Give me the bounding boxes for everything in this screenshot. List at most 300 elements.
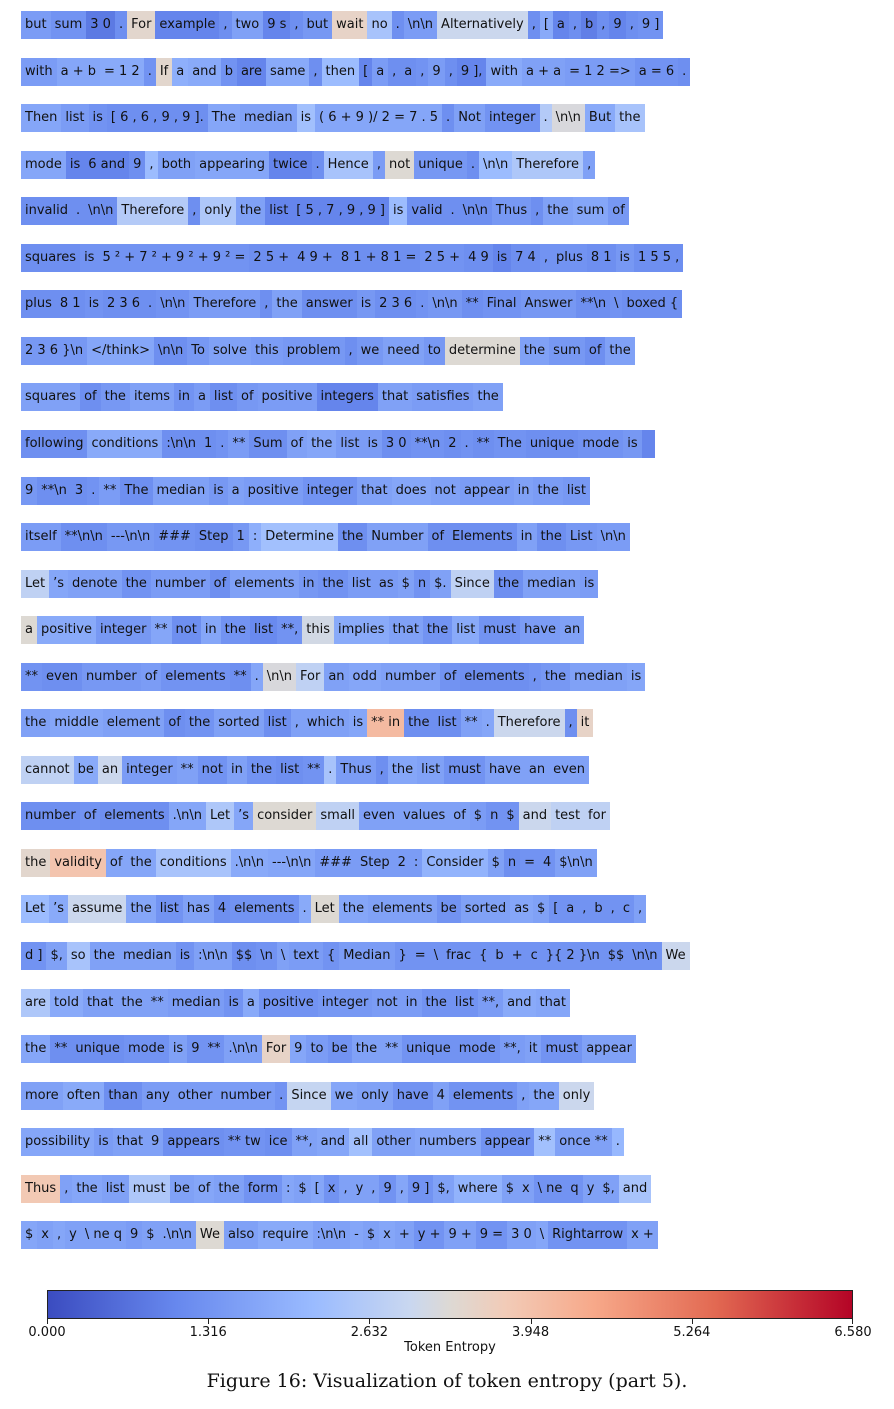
- token-cell: 9: [129, 151, 145, 179]
- token-cell: values: [399, 802, 449, 830]
- token-cell: appear: [481, 1128, 535, 1156]
- token-cell: the: [272, 290, 301, 318]
- token-cell: problem: [283, 337, 345, 365]
- token-cell: is: [176, 942, 194, 970]
- token-cell: **,: [500, 1035, 525, 1063]
- token-cell: not: [372, 989, 401, 1017]
- token-cell: for: [584, 802, 610, 830]
- token-cell: List: [566, 523, 597, 551]
- token-cell: two: [232, 11, 264, 39]
- token-cell: **,: [292, 1128, 317, 1156]
- token-cell: list: [265, 197, 292, 225]
- token-row: [21, 709, 593, 737]
- token-cell: **\n: [411, 430, 445, 458]
- token-row: [21, 989, 570, 1017]
- token-cell: 4: [539, 849, 555, 877]
- token-cell: The: [494, 430, 526, 458]
- token-cell: \n: [256, 942, 277, 970]
- token-cell: 2: [444, 430, 460, 458]
- token-cell: .: [447, 197, 459, 225]
- token-cell: is: [89, 104, 107, 132]
- token-cell: that: [389, 616, 423, 644]
- token-cell: the: [615, 104, 644, 132]
- token-cell: ,: [309, 58, 321, 86]
- token-cell: 9 ]: [408, 1175, 433, 1203]
- token-cell: .\n\n: [159, 1221, 196, 1249]
- token-cell: We: [662, 942, 690, 970]
- token-cell: ,: [290, 11, 302, 39]
- token-cell: in: [402, 989, 422, 1017]
- token-cell: unique: [414, 151, 467, 179]
- token-cell: $: [21, 1221, 37, 1249]
- token-cell: x: [37, 1221, 53, 1249]
- token-cell: a: [372, 58, 388, 86]
- token-cell: ,: [626, 11, 638, 39]
- token-cell: 5 ² + 7 ² + 9 ² + 9 ² =: [98, 244, 249, 272]
- token-cell: ,: [583, 151, 595, 179]
- token-cell: is: [389, 197, 407, 225]
- token-cell: no: [367, 11, 391, 39]
- token-cell: $.: [430, 570, 450, 598]
- token-cell: mode: [455, 1035, 500, 1063]
- token-cell: The: [208, 104, 240, 132]
- token-cell: has: [183, 895, 214, 923]
- token-cell: must: [479, 616, 520, 644]
- token-cell: positive: [37, 616, 96, 644]
- token-cell: .\n\n: [231, 849, 268, 877]
- token-cell: which: [303, 709, 349, 737]
- colorbar-tick-label: 5.264: [673, 1325, 711, 1340]
- token-cell: ,: [145, 151, 157, 179]
- token-cell: **: [21, 663, 42, 691]
- token-cell: .: [216, 430, 228, 458]
- token-cell: $: [502, 1175, 518, 1203]
- token-cell: Therefore: [512, 151, 583, 179]
- token-cell: Step: [356, 849, 394, 877]
- token-cell: the: [422, 989, 451, 1017]
- token-cell: itself: [21, 523, 61, 551]
- token-cell: For: [262, 1035, 290, 1063]
- token-cell: mode: [124, 1035, 169, 1063]
- token-cell: list: [336, 430, 363, 458]
- token-cell: 2 3 6: [103, 290, 144, 318]
- token-cell: .: [324, 756, 336, 784]
- token-cell: .\n\n: [224, 1035, 261, 1063]
- token-cell: = 1 2: [100, 58, 144, 86]
- token-cell: ,: [528, 11, 540, 39]
- token-cell: of: [428, 523, 449, 551]
- token-cell: .: [392, 11, 404, 39]
- token-cell: median: [240, 104, 297, 132]
- token-cell: {: [475, 942, 491, 970]
- token-cell: 2 5 +: [420, 244, 464, 272]
- token-cell: Let: [206, 802, 234, 830]
- token-cell: determine: [445, 337, 520, 365]
- token-cell: $: [470, 802, 486, 830]
- token-cell: the: [90, 942, 119, 970]
- token-cell: conditions: [87, 430, 162, 458]
- token-cell: **: [534, 1128, 555, 1156]
- token-cell: so: [67, 942, 90, 970]
- token-cell: and: [188, 58, 220, 86]
- token-cell: Therefore: [117, 197, 188, 225]
- token-cell: that: [113, 1128, 147, 1156]
- token-cell: boxed {: [622, 290, 682, 318]
- token-cell: in: [227, 756, 247, 784]
- token-cell: integer: [303, 477, 358, 505]
- token-cell: the: [117, 989, 146, 1017]
- token-cell: 4 9 +: [293, 244, 337, 272]
- token-cell: .: [72, 197, 84, 225]
- token-cell: 3 0: [382, 430, 411, 458]
- token-cell: \n\n: [628, 942, 661, 970]
- token-cell: even: [549, 756, 589, 784]
- token-cell: the: [21, 849, 50, 877]
- token-cell: is: [66, 151, 84, 179]
- token-cell: :: [282, 1175, 294, 1203]
- token-cell: the: [307, 430, 336, 458]
- token-cell: :: [249, 523, 261, 551]
- token-cell: a + b: [57, 58, 100, 86]
- token-cell: .: [467, 151, 479, 179]
- token-cell: to: [306, 1035, 327, 1063]
- token-cell: ,: [388, 58, 400, 86]
- token-row: [21, 58, 690, 86]
- token-cell: **: [230, 663, 251, 691]
- token-cell: sum: [51, 11, 87, 39]
- token-cell: the: [72, 1175, 101, 1203]
- token-cell: number: [381, 663, 440, 691]
- token-cell: $: [502, 802, 518, 830]
- token-cell: c: [619, 895, 634, 923]
- token-cell: of: [287, 430, 308, 458]
- token-cell: b: [491, 942, 507, 970]
- token-cell: in: [174, 383, 194, 411]
- token-cell: an: [525, 756, 549, 784]
- token-cell: is: [169, 1035, 187, 1063]
- token-row: [21, 1175, 651, 1203]
- token-cell: sum: [549, 337, 585, 365]
- token-cell: 9 ],: [457, 58, 487, 86]
- token-cell: .: [144, 58, 156, 86]
- token-cell: as: [510, 895, 533, 923]
- token-cell: = 1 2 =>: [565, 58, 635, 86]
- token-cell: ###: [315, 849, 356, 877]
- token-cell: items: [130, 383, 174, 411]
- token-cell: But: [585, 104, 615, 132]
- token-cell: To: [187, 337, 209, 365]
- token-cell: $$: [232, 942, 257, 970]
- token-cell: middle: [50, 709, 102, 737]
- token-cell: **: [203, 1035, 224, 1063]
- token-row: [21, 383, 503, 411]
- token-cell: a: [172, 58, 188, 86]
- token-cell: validity: [50, 849, 106, 877]
- token-cell: that: [357, 477, 391, 505]
- token-cell: only: [357, 1082, 393, 1110]
- token-cell: elements: [230, 570, 298, 598]
- token-cell: following: [21, 430, 87, 458]
- token-cell: even: [42, 663, 82, 691]
- token-cell: be: [170, 1175, 194, 1203]
- token-cell: to: [424, 337, 445, 365]
- token-cell: a = 6: [635, 58, 678, 86]
- token-cell: $: [398, 570, 414, 598]
- token-cell: **,: [277, 616, 302, 644]
- token-cell: the: [533, 477, 562, 505]
- token-cell: of: [141, 663, 162, 691]
- token-cell: not: [385, 151, 414, 179]
- token-cell: 1: [233, 523, 249, 551]
- token-cell: \n\n: [84, 197, 117, 225]
- token-cell: that: [83, 989, 117, 1017]
- token-cell: sorted: [461, 895, 510, 923]
- token-cell: [: [311, 1175, 324, 1203]
- token-cell: is: [94, 1128, 112, 1156]
- token-cell: positive: [258, 383, 317, 411]
- token-cell: Then: [21, 104, 61, 132]
- token-row: [21, 1221, 658, 1249]
- token-cell: the: [214, 1175, 243, 1203]
- token-cell: elements: [460, 663, 528, 691]
- token-cell: are: [21, 989, 50, 1017]
- token-cell: even: [359, 802, 399, 830]
- token-cell: **: [99, 477, 120, 505]
- token-cell: positive: [259, 989, 318, 1017]
- token-cell: is: [85, 290, 103, 318]
- token-cell: 3 0: [86, 11, 115, 39]
- colorbar-tick-mark: [369, 1319, 370, 1324]
- token-cell: is: [580, 570, 598, 598]
- token-cell: unique: [402, 1035, 455, 1063]
- colorbar-tick-label: 3.948: [511, 1325, 550, 1340]
- token-cell: **: [228, 430, 249, 458]
- token-row: [21, 104, 645, 132]
- token-row: [21, 430, 655, 458]
- token-cell: **: [147, 989, 168, 1017]
- token-cell: Alternatively: [437, 11, 528, 39]
- token-cell: of: [210, 570, 231, 598]
- token-cell: than: [104, 1082, 142, 1110]
- token-cell: 9 s: [263, 11, 290, 39]
- token-cell: ’s: [49, 570, 68, 598]
- token-cell: **\n: [37, 477, 71, 505]
- colorbar-label: Token Entropy: [404, 1340, 496, 1355]
- token-cell: is: [80, 244, 98, 272]
- colorbar-tick-label: 1.316: [189, 1325, 227, 1340]
- token-cell: list: [433, 709, 460, 737]
- token-cell: is: [209, 477, 227, 505]
- token-cell: **: [177, 756, 198, 784]
- token-cell: the: [122, 570, 151, 598]
- token-cell: $: [488, 849, 504, 877]
- token-cell: \n\n: [404, 11, 437, 39]
- token-cell: in: [299, 570, 319, 598]
- token-cell: twice: [269, 151, 312, 179]
- token-cell: $,: [433, 1175, 453, 1203]
- token-cell: list: [156, 895, 183, 923]
- token-cell: Let: [21, 895, 49, 923]
- token-cell: ,: [517, 1082, 529, 1110]
- token-cell: list: [452, 616, 479, 644]
- token-cell: 8 1: [587, 244, 616, 272]
- token-cell: cannot: [21, 756, 74, 784]
- token-cell: .: [540, 104, 552, 132]
- token-cell: \n\n: [156, 290, 189, 318]
- token-cell: .: [115, 11, 127, 39]
- token-cell: Step: [195, 523, 233, 551]
- token-cell: .: [299, 895, 311, 923]
- token-cell: ,: [60, 1175, 72, 1203]
- token-cell: \n\n: [552, 104, 585, 132]
- token-cell: y: [352, 1175, 368, 1203]
- token-cell: :\n\n: [313, 1221, 351, 1249]
- token-cell: an: [560, 616, 584, 644]
- token-cell: ,: [578, 895, 590, 923]
- token-cell: Sum: [249, 430, 286, 458]
- token-cell: :\n\n: [194, 942, 232, 970]
- token-cell: x: [379, 1221, 395, 1249]
- token-cell: and: [519, 802, 551, 830]
- token-cell: 3 0: [507, 1221, 536, 1249]
- token-cell: ,: [607, 895, 619, 923]
- token-cell: c: [527, 942, 542, 970]
- token-cell: [ 6 , 6 , 9 , 9 ].: [107, 104, 208, 132]
- token-cell: 9: [21, 477, 37, 505]
- token-cell: 9: [428, 58, 444, 86]
- token-cell: ,: [376, 756, 388, 784]
- token-cell: .: [87, 477, 99, 505]
- token-cell: x +: [627, 1221, 658, 1249]
- colorbar-tick-label: 6.580: [834, 1325, 872, 1340]
- token-cell: of: [237, 383, 258, 411]
- token-cell: number: [151, 570, 210, 598]
- colorbar-tick-mark: [208, 1319, 209, 1324]
- token-cell: ** in: [367, 709, 404, 737]
- token-cell: .: [144, 290, 156, 318]
- token-cell: it: [577, 709, 594, 737]
- token-cell: once **: [555, 1128, 611, 1156]
- token-cell: y: [583, 1175, 599, 1203]
- token-cell: \: [277, 942, 289, 970]
- token-cell: Not: [454, 104, 485, 132]
- token-cell: the: [21, 1035, 50, 1063]
- token-cell: \n\n: [263, 663, 296, 691]
- token-cell: number: [21, 802, 80, 830]
- token-cell: are: [237, 58, 266, 86]
- token-cell: y +: [414, 1221, 445, 1249]
- token-cell: elements: [449, 1082, 517, 1110]
- token-cell: appears: [163, 1128, 224, 1156]
- token-cell: the: [126, 849, 155, 877]
- token-cell: **\n\n: [61, 523, 107, 551]
- token-cell: elements: [230, 895, 298, 923]
- token-cell: {: [323, 942, 339, 970]
- token-cell: is: [364, 430, 382, 458]
- token-cell: $: [363, 1221, 379, 1249]
- token-cell: test: [551, 802, 584, 830]
- token-cell: told: [50, 989, 83, 1017]
- token-cell: **: [151, 616, 172, 644]
- token-cell: wait: [332, 11, 367, 39]
- token-row: [21, 11, 663, 39]
- token-cell: of: [80, 383, 101, 411]
- token-cell: satisfies: [412, 383, 473, 411]
- token-cell: \: [430, 942, 442, 970]
- token-cell: the: [185, 709, 214, 737]
- token-row: [21, 477, 590, 505]
- token-cell: the: [494, 570, 523, 598]
- token-cell: ,: [373, 151, 385, 179]
- token-cell: a: [562, 895, 578, 923]
- token-cell: 3: [71, 477, 87, 505]
- token-cell: numbers: [415, 1128, 481, 1156]
- token-cell: only: [559, 1082, 595, 1110]
- token-cell: but: [303, 11, 333, 39]
- token-cell: The: [120, 477, 152, 505]
- token-cell: list: [102, 1175, 129, 1203]
- token-cell: list: [451, 989, 478, 1017]
- token-cell: and: [503, 989, 535, 1017]
- token-cell: the: [247, 756, 276, 784]
- token-cell: a + a: [522, 58, 565, 86]
- token-cell: ,: [529, 663, 541, 691]
- token-cell: 9: [379, 1175, 395, 1203]
- token-cell: b: [590, 895, 606, 923]
- token-cell: the: [221, 616, 250, 644]
- colorbar-tick-mark: [531, 1319, 532, 1324]
- token-cell: we: [331, 1082, 358, 1110]
- token-cell: all: [349, 1128, 372, 1156]
- token-cell: the: [338, 523, 367, 551]
- token-cell: ---\n\n: [107, 523, 154, 551]
- token-cell: the: [318, 570, 347, 598]
- token-cell: that: [536, 989, 570, 1017]
- token-cell: 9 =: [476, 1221, 507, 1249]
- token-cell: appear: [460, 477, 514, 505]
- token-cell: the: [236, 197, 265, 225]
- token-cell: Thus: [21, 1175, 60, 1203]
- token-cell: list: [250, 616, 277, 644]
- token-cell: .: [482, 709, 494, 737]
- token-cell: Since: [287, 1082, 330, 1110]
- colorbar-tick-label: 2.632: [350, 1325, 388, 1340]
- token-cell: :: [410, 849, 422, 877]
- token-cell: -: [350, 1221, 363, 1249]
- token-cell: Final: [483, 290, 521, 318]
- token-cell: $$: [604, 942, 629, 970]
- token-cell: Determine: [261, 523, 338, 551]
- token-cell: is: [616, 244, 634, 272]
- token-cell: list: [264, 709, 291, 737]
- token-cell: \: [536, 1221, 548, 1249]
- token-cell: is: [349, 709, 367, 737]
- token-cell: \ ne: [534, 1175, 567, 1203]
- token-cell: ,: [367, 1175, 379, 1203]
- token-row: [21, 337, 635, 365]
- token-row: [21, 663, 645, 691]
- token-cell: in: [514, 477, 534, 505]
- token-cell: ice: [265, 1128, 292, 1156]
- token-cell: a: [21, 616, 37, 644]
- token-cell: and: [317, 1128, 349, 1156]
- token-cell: ###: [154, 523, 195, 551]
- token-cell: median: [523, 570, 580, 598]
- token-cell: as: [375, 570, 398, 598]
- token-cell: median: [119, 942, 176, 970]
- token-cell: list: [348, 570, 375, 598]
- token-row: [21, 1128, 624, 1156]
